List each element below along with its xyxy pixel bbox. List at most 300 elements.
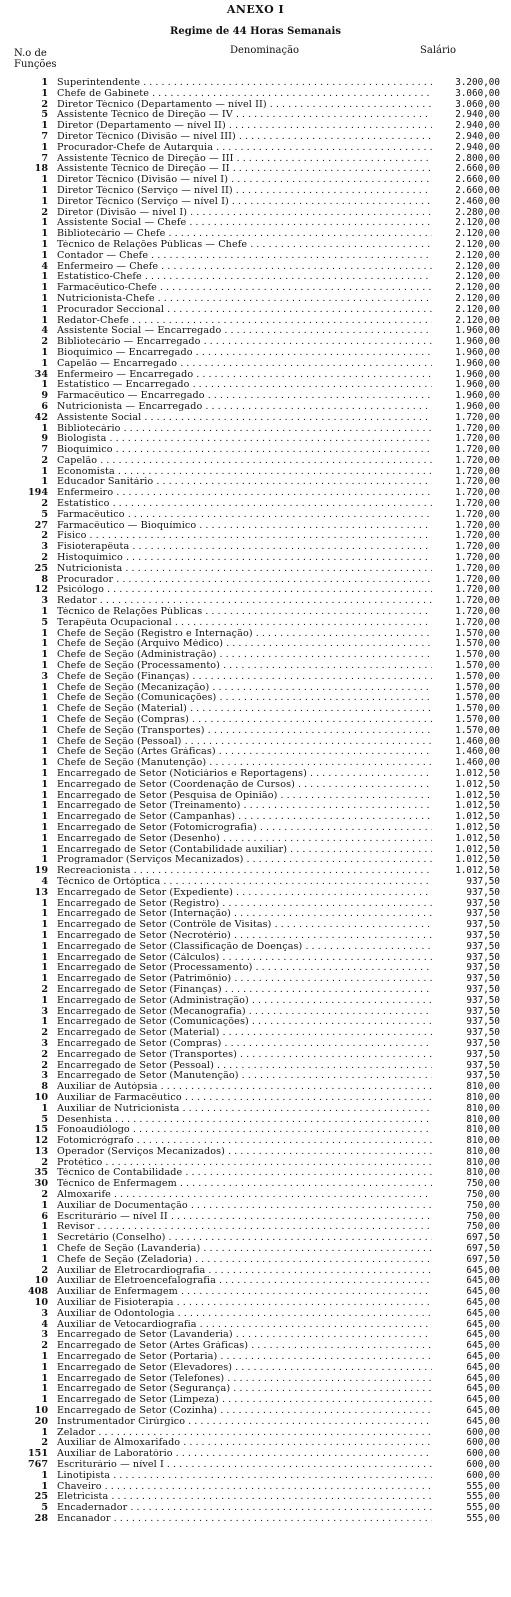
salary-cell: 2.940,00 <box>455 130 500 142</box>
table-row <box>0 823 511 834</box>
table-row <box>0 672 511 683</box>
table-row <box>0 78 511 89</box>
table-row <box>0 575 511 586</box>
table-row <box>0 747 511 758</box>
salary-cell: 937,50 <box>466 897 500 909</box>
number-of-functions-cell: 1 <box>41 1253 48 1265</box>
table-row <box>0 920 511 931</box>
denomination-cell: Recreacionista . . . <box>57 866 432 877</box>
salary-cell: 645,00 <box>466 1307 500 1319</box>
number-of-functions-cell: 4 <box>41 1318 48 1330</box>
table-row <box>0 1125 511 1136</box>
salary-cell: 937,50 <box>466 908 500 920</box>
denomination-cell: Terapêuta Ocupacional . . . <box>57 618 432 629</box>
denomination-cell: Revisor . . . <box>57 1222 432 1233</box>
denomination-cell: Chefe de Seção (Arquivo Médico) . . . <box>57 639 432 650</box>
denomination-cell: Desenhista . . . <box>57 1115 432 1126</box>
denomination-cell: Chefe de Seção (Transportes) . . . <box>57 726 432 737</box>
number-of-functions-cell: 4 <box>41 875 48 887</box>
denomination-cell: Fisioterapêuta . . . <box>57 542 432 553</box>
number-of-functions-cell: 4 <box>41 325 48 337</box>
salary-cell: 3.200,00 <box>455 77 500 88</box>
salary-cell: 2.120,00 <box>455 271 500 283</box>
salary-cell: 937,50 <box>466 886 500 898</box>
denomination-cell: Economista . . . <box>57 467 432 478</box>
salary-cell: 937,50 <box>466 1027 500 1039</box>
table-row <box>0 1115 511 1126</box>
denomination-cell: Farmacêutico — Encarregado . . . <box>57 391 432 402</box>
table-row <box>0 110 511 121</box>
denomination-cell: Assistente Técnico de Direção — IV . . . <box>57 110 432 121</box>
denomination-cell: Encarregado de Setor (Registro) . . . <box>57 899 432 910</box>
salary-cell: 645,00 <box>466 1383 500 1395</box>
table-row <box>0 208 511 219</box>
table-row <box>0 801 511 812</box>
table-row <box>0 909 511 920</box>
salary-cell: 1.012,50 <box>455 832 500 844</box>
denomination-cell: Farmacêutico-Chefe . . . <box>57 283 432 294</box>
table-row <box>0 618 511 629</box>
table-row <box>0 661 511 672</box>
salary-cell: 937,50 <box>466 983 500 995</box>
salary-cell: 600,00 <box>466 1469 500 1481</box>
salary-cell: 1.720,00 <box>455 422 500 434</box>
number-of-functions-cell: 42 <box>34 411 48 423</box>
table-row <box>0 1039 511 1050</box>
table-row <box>0 758 511 769</box>
salary-cell: 2.120,00 <box>455 238 500 250</box>
denomination-cell: Encarregado de Setor (Lavanderia) . . . <box>57 1330 432 1341</box>
table-row <box>0 877 511 888</box>
table-row <box>0 197 511 208</box>
denomination-cell: Encarregado de Setor (Treinamento) . . . <box>57 801 432 812</box>
table-row <box>0 942 511 953</box>
number-of-functions-cell: 1 <box>41 271 48 283</box>
denomination-cell: Enfermeiro — Chefe . . . <box>57 262 432 273</box>
salary-cell: 2.120,00 <box>455 282 500 294</box>
salary-cell: 937,50 <box>466 951 500 963</box>
denomination-cell: Eletricista . . . <box>57 1492 432 1503</box>
denomination-cell: Bibliotecário — Encarregado . . . <box>57 337 432 348</box>
denomination-cell: Encarregado de Setor (Noticiários e Reportagens) . . . <box>57 769 432 780</box>
denomination-cell: Encarregado de Setor (Portaria) . . . <box>57 1352 432 1363</box>
number-of-functions-cell: 1 <box>41 238 48 250</box>
table-row <box>0 1266 511 1277</box>
denomination-cell: Chefe de Seção (Comunicações) . . . <box>57 693 432 704</box>
salary-cell: 810,00 <box>466 1102 500 1114</box>
denomination-cell: Diretor Técnico (Divisão — nível I) . . . <box>57 175 432 186</box>
salary-cell: 2.120,00 <box>455 260 500 272</box>
table-row <box>0 1438 511 1449</box>
salary-cell: 937,50 <box>466 994 500 1006</box>
denomination-cell: Técnico de Relações Públicas . . . <box>57 607 432 618</box>
table-row <box>0 229 511 240</box>
denomination-cell: Encarregado de Setor (Coordenação de Cursos) . . . <box>57 780 432 791</box>
number-of-functions-cell: 3 <box>41 1005 48 1017</box>
number-of-functions-cell: 28 <box>34 1512 48 1524</box>
denomination-cell: Encarregado de Setor (Patrimônio) . . . <box>57 974 432 985</box>
table-row <box>0 1017 511 1028</box>
denomination-cell: Capelão — Encarregado . . . <box>57 359 432 370</box>
denomination-cell: Programador (Serviços Mecanizados) . . . <box>57 855 432 866</box>
table-row <box>0 499 511 510</box>
table-row <box>0 639 511 650</box>
salary-cell: 2.940,00 <box>455 109 500 121</box>
table-row <box>0 564 511 575</box>
denomination-cell: Encarregado de Setor (Desenho) . . . <box>57 834 432 845</box>
salary-cell: 2.660,00 <box>455 174 500 186</box>
salary-cell: 1.570,00 <box>455 714 500 726</box>
table-row <box>0 931 511 942</box>
number-of-functions-cell: 1 <box>41 314 48 326</box>
salary-cell: 1.012,50 <box>455 843 500 855</box>
denomination-cell: Encarregado de Setor (Artes Gráficas) . . . <box>57 1341 432 1352</box>
denomination-cell: Encarregado de Setor (Fotomicrografia) . . . <box>57 823 432 834</box>
denomination-cell: Encarregado de Setor (Processamento) . . . <box>57 963 432 974</box>
table-row <box>0 1309 511 1320</box>
table-row <box>0 380 511 391</box>
number-of-functions-cell: 15 <box>34 1124 48 1136</box>
denomination-cell: Técnico de Ortóptica . . . <box>57 877 432 888</box>
table-row <box>0 1330 511 1341</box>
number-of-functions-cell: 1 <box>41 951 48 963</box>
denomination-cell: Chefe de Seção (Pessoal) . . . <box>57 737 432 748</box>
table-row <box>0 585 511 596</box>
table-row <box>0 963 511 974</box>
number-of-functions-cell: 1 <box>41 1361 48 1373</box>
denomination-cell: Encarregado de Setor (Administração) . . . <box>57 996 432 1007</box>
number-of-functions-cell: 1 <box>41 724 48 736</box>
denomination-cell: Enfermeiro . . . <box>57 488 432 499</box>
denomination-cell: Protético . . . <box>57 1158 432 1169</box>
number-of-functions-cell: 1 <box>41 1232 48 1244</box>
denomination-cell: Encarregado de Setor (Segurança) . . . <box>57 1384 432 1395</box>
number-of-functions-cell: 2 <box>41 983 48 995</box>
table-row <box>0 326 511 337</box>
salary-cell: 1.720,00 <box>455 433 500 445</box>
salary-table <box>0 78 511 1525</box>
denomination-cell: Auxiliar de Documentação . . . <box>57 1201 432 1212</box>
number-of-functions-cell: 1 <box>41 282 48 294</box>
number-of-functions-cell: 2 <box>41 454 48 466</box>
number-of-functions-cell: 1 <box>41 757 48 769</box>
denomination-cell: Diretor (Departamento — nível II) . . . <box>57 121 432 132</box>
salary-cell: 1.720,00 <box>455 476 500 488</box>
denomination-cell: Encarregado de Setor (Campanhas) . . . <box>57 812 432 823</box>
salary-cell: 1.720,00 <box>455 616 500 628</box>
number-of-functions-cell: 1 <box>41 141 48 153</box>
number-of-functions-cell: 1 <box>41 249 48 261</box>
salary-cell: 2.120,00 <box>455 292 500 304</box>
number-of-functions-cell: 2 <box>41 98 48 110</box>
denomination-cell: Encarregado de Setor (Contabilidade auxiliar) . . . <box>57 845 432 856</box>
denomination-cell: Superintendente . . . <box>57 78 432 89</box>
table-row <box>0 855 511 866</box>
number-of-functions-cell: 2 <box>41 498 48 510</box>
salary-cell: 937,50 <box>466 1070 500 1082</box>
denomination-cell: Fonoaudiólogo . . . <box>57 1125 432 1136</box>
denomination-cell: Chefe de Seção (Registro e Internação) . . . <box>57 629 432 640</box>
denomination-cell: Encarregado de Setor (Finanças) . . . <box>57 985 432 996</box>
salary-cell: 645,00 <box>466 1351 500 1363</box>
number-of-functions-cell: 9 <box>41 433 48 445</box>
salary-cell: 2.460,00 <box>455 195 500 207</box>
table-row <box>0 251 511 262</box>
table-row <box>0 510 511 521</box>
number-of-functions-cell: 767 <box>27 1459 48 1470</box>
number-of-functions-cell: 3 <box>41 1329 48 1341</box>
denomination-cell: Educador Sanitário . . . <box>57 477 432 488</box>
number-of-functions-cell: 13 <box>34 1145 48 1157</box>
salary-cell: 2.120,00 <box>455 217 500 229</box>
table-row <box>0 1395 511 1406</box>
salary-cell: 645,00 <box>466 1297 500 1309</box>
number-of-functions-cell: 1 <box>41 1426 48 1438</box>
denomination-cell: Estatístico . . . <box>57 499 432 510</box>
table-row <box>0 553 511 564</box>
salary-cell: 697,50 <box>466 1253 500 1265</box>
table-row <box>0 445 511 456</box>
table-row <box>0 1384 511 1395</box>
number-of-functions-cell: 3 <box>41 1037 48 1049</box>
table-row <box>0 175 511 186</box>
denomination-cell: Diretor Técnico (Departamento — nível II) . . . <box>57 100 432 111</box>
salary-cell: 645,00 <box>466 1286 500 1298</box>
denomination-cell: Físico . . . <box>57 531 432 542</box>
table-row <box>0 1104 511 1115</box>
denomination-cell: Diretor (Divisão — nível I) . . . <box>57 208 432 219</box>
number-of-functions-cell: 1 <box>41 800 48 812</box>
salary-cell: 1.720,00 <box>455 562 500 574</box>
salary-cell: 810,00 <box>466 1091 500 1103</box>
denomination-cell: Bibliotecário — Chefe . . . <box>57 229 432 240</box>
table-row <box>0 218 511 229</box>
document-subtitle: Regime de 44 Horas Semanais <box>170 26 341 37</box>
number-of-functions-cell: 2 <box>41 552 48 564</box>
salary-cell: 1.960,00 <box>455 368 500 380</box>
number-of-functions-cell: 1 <box>41 929 48 941</box>
denomination-cell: Chefe de Gabinete . . . <box>57 89 432 100</box>
salary-cell: 645,00 <box>466 1361 500 1373</box>
number-of-functions-cell: 5 <box>41 109 48 121</box>
denomination-cell: Encarregado de Setor (Cozinha) . . . <box>57 1406 432 1417</box>
number-of-functions-cell: 19 <box>34 865 48 877</box>
salary-cell: 1.570,00 <box>455 670 500 682</box>
number-of-functions-cell: 1 <box>41 184 48 196</box>
number-of-functions-cell: 3 <box>41 541 48 553</box>
table-row <box>0 1082 511 1093</box>
table-row <box>0 467 511 478</box>
number-of-functions-cell: 8 <box>41 1081 48 1093</box>
denomination-cell: Nutricionista . . . <box>57 564 432 575</box>
table-row <box>0 1471 511 1482</box>
salary-cell: 2.800,00 <box>455 152 500 164</box>
salary-cell: 1.570,00 <box>455 692 500 704</box>
salary-cell: 1.720,00 <box>455 606 500 618</box>
denomination-cell: Bioquímico — Encarregado . . . <box>57 348 432 359</box>
table-row <box>0 456 511 467</box>
number-of-functions-cell: 1 <box>41 357 48 369</box>
number-of-functions-cell: 1 <box>41 638 48 650</box>
denomination-cell: Encarregado de Setor (Mecanografia) . . . <box>57 1007 432 1018</box>
denomination-cell: Auxiliar de Farmacêutico . . . <box>57 1093 432 1104</box>
denomination-cell: Chefe de Seção (Processamento) . . . <box>57 661 432 672</box>
denomination-cell: Auxiliar de Eletroencefalografia . . . <box>57 1276 432 1287</box>
number-of-functions-cell: 1 <box>41 746 48 758</box>
denomination-cell: Assistente Social — Encarregado . . . <box>57 326 432 337</box>
table-row <box>0 1374 511 1385</box>
number-of-functions-cell: 1 <box>41 465 48 477</box>
number-of-functions-cell: 2 <box>41 530 48 542</box>
table-row <box>0 531 511 542</box>
number-of-functions-cell: 25 <box>34 562 48 574</box>
table-row <box>0 845 511 856</box>
denomination-cell: Bioquímico . . . <box>57 445 432 456</box>
salary-cell: 1.012,50 <box>455 854 500 866</box>
salary-cell: 937,50 <box>466 1016 500 1028</box>
table-row <box>0 1514 511 1525</box>
table-row <box>0 434 511 445</box>
salary-cell: 1.720,00 <box>455 465 500 477</box>
salary-cell: 1.012,50 <box>455 778 500 790</box>
denomination-cell: Encarregado de Setor (Material) . . . <box>57 1028 432 1039</box>
salary-cell: 1.460,00 <box>455 735 500 747</box>
number-of-functions-cell: 1 <box>41 789 48 801</box>
denomination-cell: Fotomicrógrafo . . . <box>57 1136 432 1147</box>
denomination-cell: Redator . . . <box>57 596 432 607</box>
denomination-cell: Chefe de Seção (Lavanderia) . . . <box>57 1244 432 1255</box>
denomination-cell: Chefe de Seção (Manutenção) . . . <box>57 758 432 769</box>
salary-cell: 1.460,00 <box>455 746 500 758</box>
table-row <box>0 391 511 402</box>
table-row <box>0 780 511 791</box>
table-row <box>0 1050 511 1061</box>
denomination-cell: Diretor Técnico (Divisão — nível III) . . . <box>57 132 432 143</box>
table-row <box>0 272 511 283</box>
denomination-cell: Estatístico-Chefe . . . <box>57 272 432 283</box>
number-of-functions-cell: 1 <box>41 627 48 639</box>
denomination-cell: Biologista . . . <box>57 434 432 445</box>
number-of-functions-cell: 1 <box>41 77 48 88</box>
table-row <box>0 996 511 1007</box>
salary-cell: 937,50 <box>466 973 500 985</box>
denomination-cell: Farmacêutico . . . <box>57 510 432 521</box>
number-of-functions-cell: 1 <box>41 1016 48 1028</box>
table-row <box>0 693 511 704</box>
table-row <box>0 154 511 165</box>
table-row <box>0 726 511 737</box>
salary-cell: 645,00 <box>466 1275 500 1287</box>
table-row <box>0 1007 511 1018</box>
number-of-functions-cell: 3 <box>41 1307 48 1319</box>
salary-cell: 3.060,00 <box>455 98 500 110</box>
salary-cell: 645,00 <box>466 1415 500 1427</box>
table-row <box>0 715 511 726</box>
denomination-cell: Encanador . . . <box>57 1514 432 1525</box>
table-row <box>0 1201 511 1212</box>
table-row <box>0 769 511 780</box>
denomination-cell: Técnico de Enfermagem . . . <box>57 1179 432 1190</box>
denomination-cell: Encarregado de Setor (Pessoal) . . . <box>57 1061 432 1072</box>
number-of-functions-cell: 1 <box>41 768 48 779</box>
denomination-cell: Escriturário — nível I . . . <box>57 1460 432 1471</box>
denomination-cell: Escriturário — nível II . . . <box>57 1212 432 1223</box>
column-header-number: N.o de Funções <box>14 48 57 70</box>
table-row <box>0 1320 511 1331</box>
document-title: ANEXO I <box>226 3 285 16</box>
denomination-cell: Psicólogo . . . <box>57 585 432 596</box>
table-row <box>0 1158 511 1169</box>
denomination-cell: Almoxarife . . . <box>57 1190 432 1201</box>
number-of-functions-cell: 18 <box>34 163 48 175</box>
table-row <box>0 629 511 640</box>
number-of-functions-cell: 4 <box>41 260 48 272</box>
number-of-functions-cell: 1 <box>41 1351 48 1363</box>
denomination-cell: Encarregado de Setor (Elevadores) . . . <box>57 1363 432 1374</box>
number-of-functions-cell: 1 <box>41 919 48 931</box>
denomination-cell: Encarregado de Setor (Manutenção) . . . <box>57 1071 432 1082</box>
number-of-functions-cell: 1 <box>41 476 48 488</box>
number-of-functions-cell: 2 <box>41 1156 48 1168</box>
number-of-functions-cell: 1 <box>41 303 48 315</box>
number-of-functions-cell: 1 <box>41 908 48 920</box>
number-of-functions-cell: 194 <box>27 487 48 499</box>
table-row <box>0 596 511 607</box>
number-of-functions-cell: 10 <box>34 1275 48 1287</box>
denomination-cell: Secretário (Conselho) . . . <box>57 1233 432 1244</box>
table-row <box>0 1190 511 1201</box>
table-row <box>0 974 511 985</box>
salary-cell: 555,00 <box>466 1480 500 1492</box>
number-of-functions-cell: 1 <box>41 217 48 229</box>
salary-cell: 2.280,00 <box>455 206 500 218</box>
table-row <box>0 262 511 273</box>
denomination-cell: Bibliotecário . . . <box>57 424 432 435</box>
salary-cell: 750,00 <box>466 1221 500 1233</box>
number-of-functions-cell: 34 <box>34 368 48 380</box>
number-of-functions-cell: 6 <box>41 1210 48 1222</box>
salary-cell: 1.720,00 <box>455 508 500 520</box>
table-row <box>0 132 511 143</box>
salary-cell: 2.120,00 <box>455 303 500 315</box>
salary-cell: 645,00 <box>466 1264 500 1276</box>
salary-cell: 750,00 <box>466 1210 500 1222</box>
table-row <box>0 1449 511 1460</box>
denomination-cell: Diretor Técnico (Serviço — nível I) . . . <box>57 197 432 208</box>
table-row <box>0 737 511 748</box>
denomination-cell: Operador (Serviços Mecanizados) . . . <box>57 1147 432 1158</box>
table-row <box>0 121 511 132</box>
number-of-functions-cell: 1 <box>41 811 48 823</box>
table-row <box>0 1168 511 1179</box>
number-of-functions-cell: 5 <box>41 616 48 628</box>
number-of-functions-cell: 1 <box>41 422 48 434</box>
salary-cell: 750,00 <box>466 1199 500 1211</box>
number-of-functions-cell: 1 <box>41 897 48 909</box>
table-row <box>0 1352 511 1363</box>
table-row <box>0 1482 511 1493</box>
number-of-functions-cell: 2 <box>41 1048 48 1060</box>
number-of-functions-cell: 6 <box>41 400 48 412</box>
table-row <box>0 1276 511 1287</box>
number-of-functions-cell: 3 <box>41 595 48 607</box>
denomination-cell: Auxiliar de Vetocardiografia . . . <box>57 1320 432 1331</box>
salary-cell: 750,00 <box>466 1178 500 1190</box>
salary-cell: 1.570,00 <box>455 627 500 639</box>
denomination-cell: Histoquímico . . . <box>57 553 432 564</box>
table-row <box>0 1503 511 1514</box>
number-of-functions-cell: 1 <box>41 174 48 186</box>
